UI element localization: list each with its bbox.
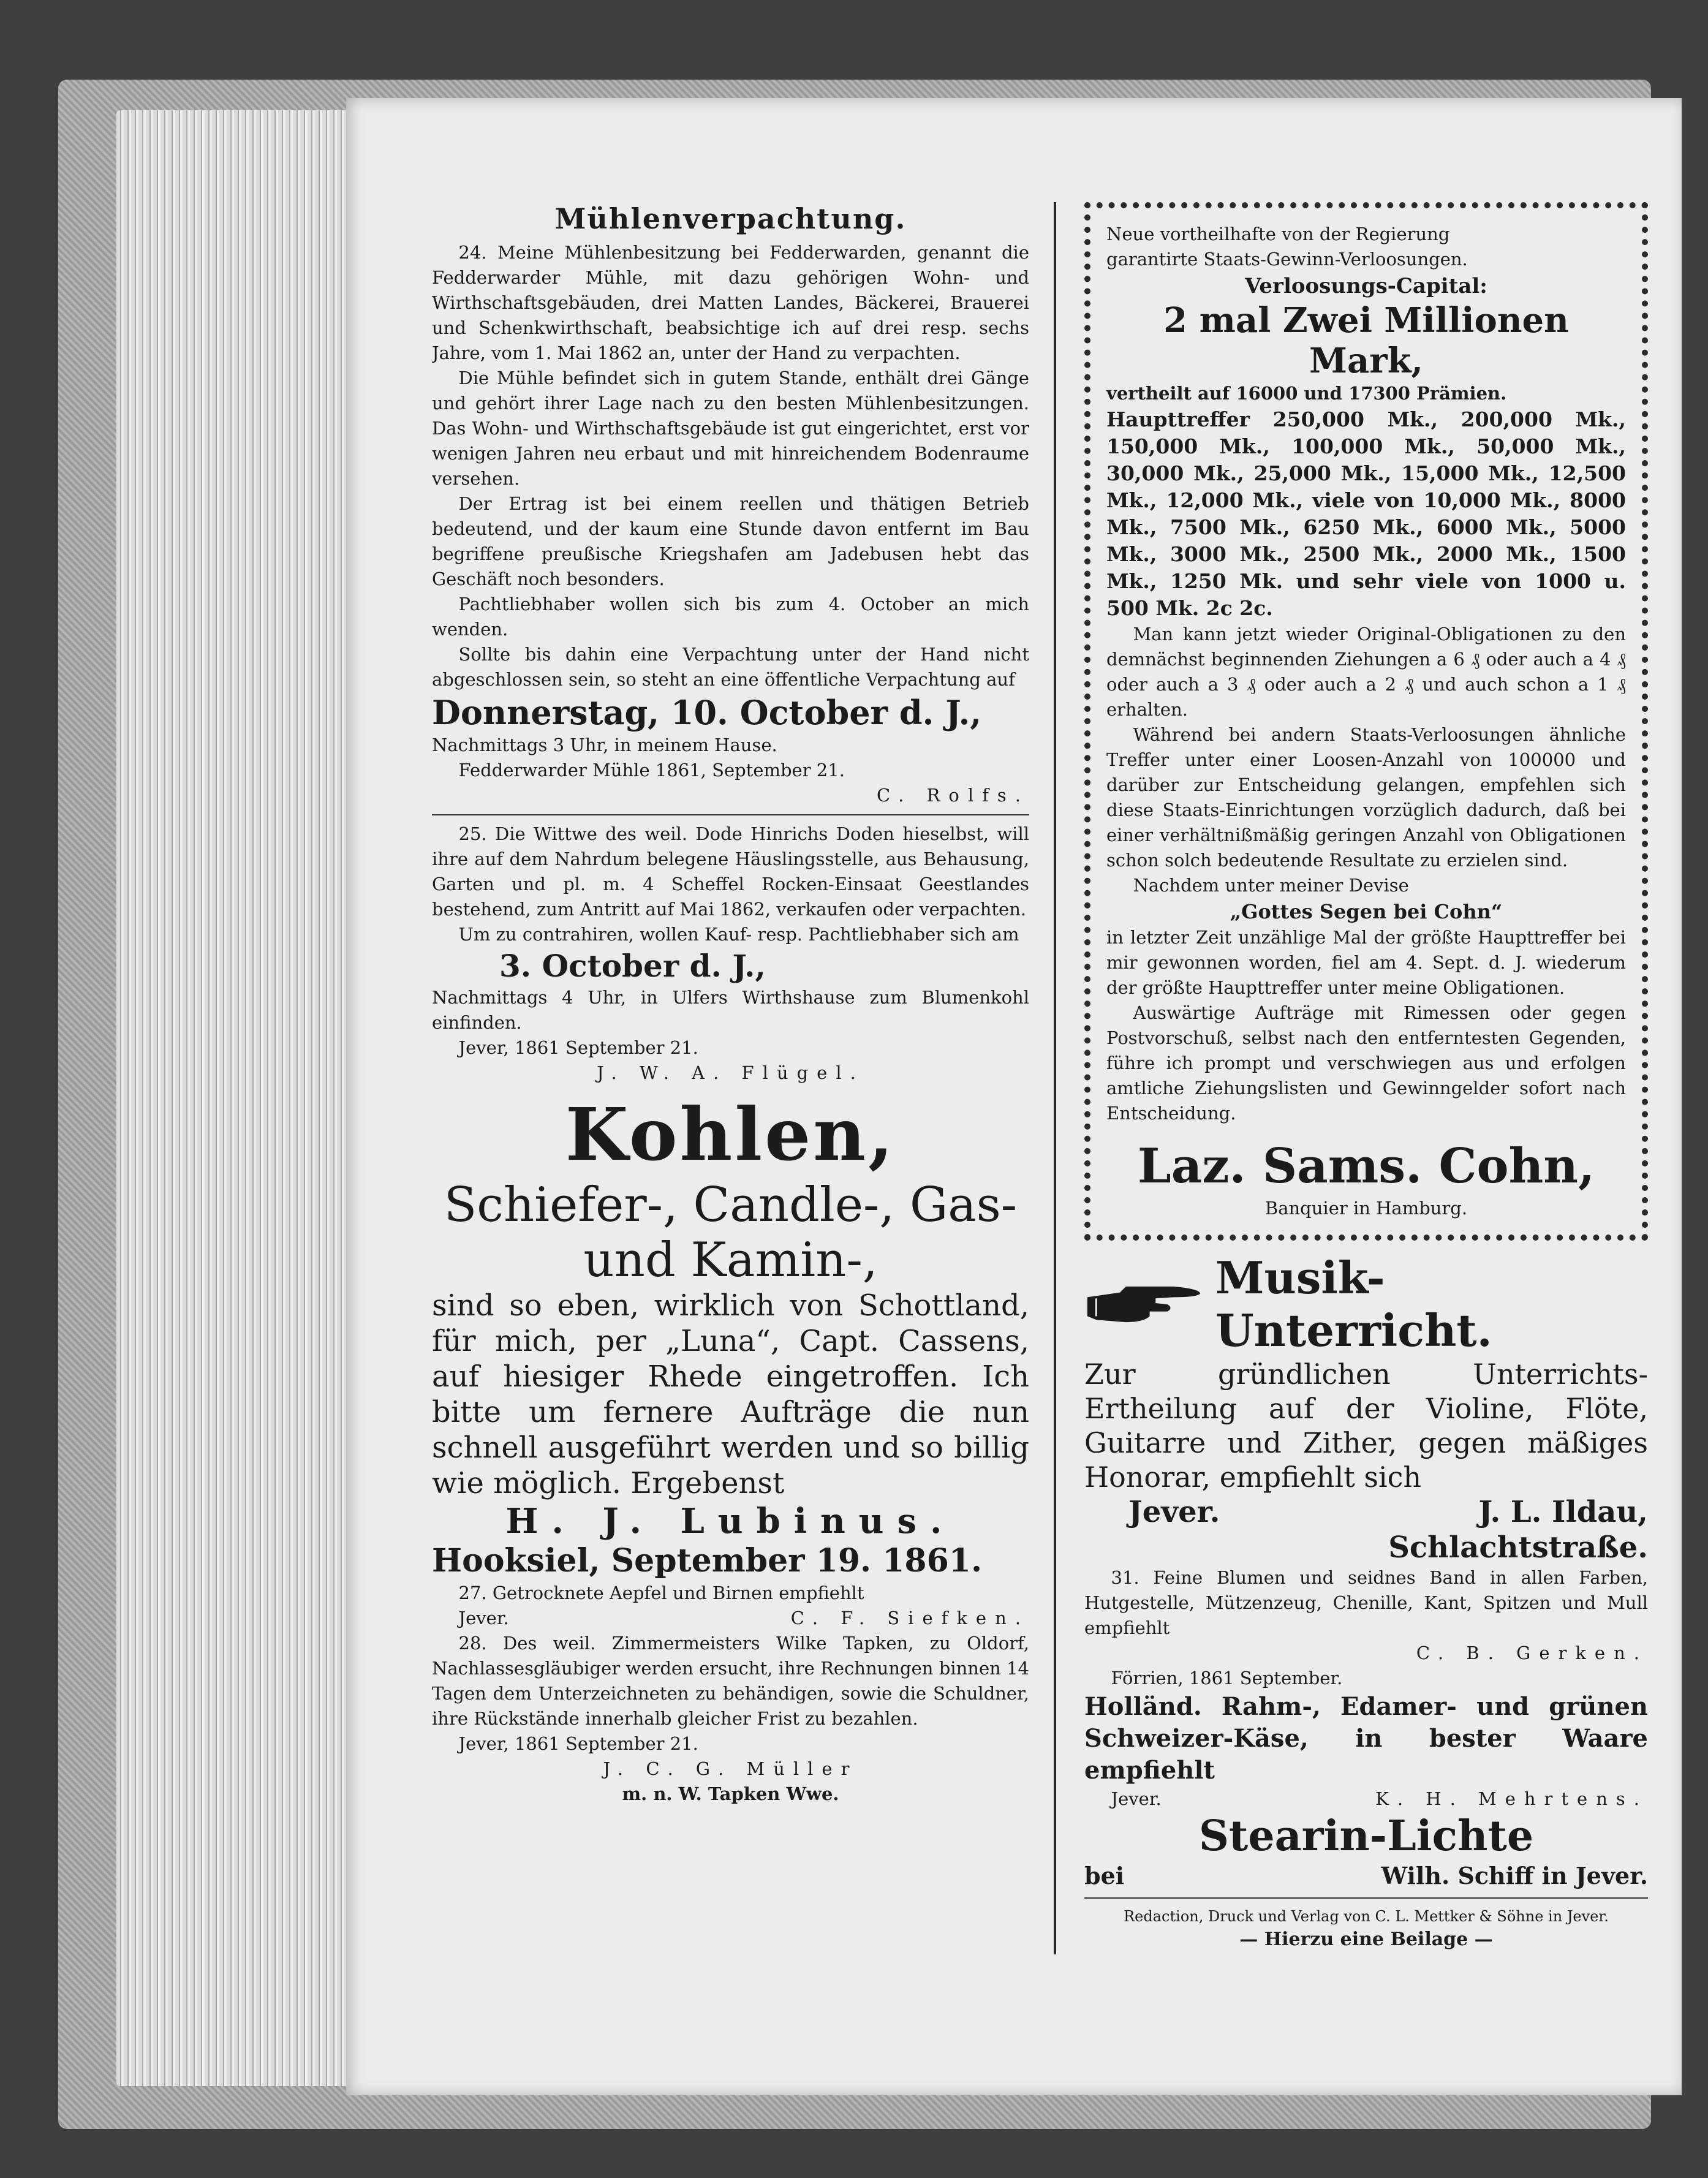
ad-muehlenverpachtung bbox=[432, 202, 1029, 808]
ad-text: bei bbox=[1084, 1862, 1125, 1889]
ad-paragraph: Man kann jetzt wieder Original-Obligationen zu den demnächst beginnenden Ziehungen a 6 ₰ oder auch a 4 ₰ oder auch a 3 ₰ oder auch a 2 ₰ und auch schon a 1 ₰ erhalten. bbox=[1106, 624, 1626, 720]
ad-doden bbox=[432, 822, 1029, 1086]
ad-intro: Neue vortheilhafte von der Regierung bbox=[1106, 224, 1450, 244]
ad-paragraph: 25. Die Wittwe des weil. Dode Hinrichs Doden hieselbst, will ihre auf dem Nahrdum belegene Häuslingsstelle, aus Behausung, Garten und pl. m. 4 Scheffel Rocken-Einsaat Geestlandes bestehend, zum Antritt auf Mai 1862, verkaufen oder verpachten. bbox=[432, 823, 1029, 920]
ad-signature: K. H. Mehrtens. bbox=[1375, 1788, 1648, 1809]
ad-paragraph: Auswärtige Aufträge mit Rimessen oder gegen Postvorschuß, selbst nach den entferntesten Gegenden, führe ich prompt und verschwiegen aus und erfolgen amtliche Ziehungslisten und Gewinngelder sofort nach Entscheidung. bbox=[1106, 1002, 1626, 1124]
ad-place: Jever. bbox=[1128, 1495, 1220, 1529]
ad-body: sind so eben, wirklich von Schottland, für mich, per „Luna“, Capt. Cassens, auf hiesiger Rhede eingetroffen. Ich bitte um fernere Aufträge die nun schnell ausgeführt werden und so billig wie möglich. Ergebenst bbox=[432, 1288, 1029, 1500]
page-edges bbox=[116, 110, 355, 2086]
ad-paragraph: Um zu contrahiren, wollen Kauf- resp. Pachtliebhaber sich am bbox=[458, 924, 1019, 945]
ad-signature: H. J. Lubinus. bbox=[505, 1501, 956, 1541]
ad-paragraph: Der Ertrag ist bei einem reellen und thätigen Betrieb bedeutend, und der kaum eine Stunde davon entfernt im Bau begriffene preußische Kriegshafen am Jadebusen hebt das Geschäft noch besonders. bbox=[432, 493, 1029, 589]
ad-amount: 2 mal Zwei Millionen Mark, bbox=[1163, 300, 1569, 381]
ad-signature: J. C. G. Müller bbox=[603, 1758, 858, 1779]
ad-signature: C. Rolfs. bbox=[877, 785, 1029, 806]
supplement-note: — Hierzu eine Beilage — bbox=[1239, 1929, 1493, 1950]
ad-blumen bbox=[1084, 1565, 1648, 1691]
ad-paragraph: Nachmittags 4 Uhr, in Ulfers Wirthshause zum Blumenkohl einfinden. bbox=[432, 987, 1029, 1033]
ad-signature: J. L. Ildau, bbox=[1478, 1495, 1648, 1529]
ad-capital: Verloosungs-Capital: bbox=[1245, 274, 1487, 298]
ad-title: Stearin-Lichte bbox=[1198, 1812, 1534, 1861]
divider-rule bbox=[432, 814, 1029, 815]
ad-signature: C. B. Gerken. bbox=[1416, 1643, 1648, 1663]
ad-signature: J. W. A. Flügel. bbox=[597, 1062, 864, 1083]
ad-kaese bbox=[1084, 1691, 1648, 1812]
ad-title: Kohlen, bbox=[565, 1092, 896, 1177]
ad-lottery-box bbox=[1084, 202, 1648, 1241]
ad-place: Jever, 1861 September 21. bbox=[458, 1733, 698, 1754]
ad-intro: garantirte Staats-Gewinn-Verloosungen. bbox=[1106, 249, 1468, 270]
ad-paragraph: Die Mühle befindet sich in gutem Stande, enthält drei Gänge und gehört ihrer Lage nach zu den besten Mühlenbesitzungen. Das Wohn- und Wirthschaftsgebäude ist gut eingerichtet, erst vor wenigen Jahren neu erbaut und mit hinreichendem Bodenraume versehen. bbox=[432, 368, 1029, 489]
ad-date: Donnerstag, 10. October d. J., bbox=[432, 693, 982, 732]
ad-street: Schlachtstraße. bbox=[1388, 1530, 1648, 1565]
ad-paragraph: 24. Meine Mühlenbesitzung bei Fedderwarden, genannt die Fedderwarder Mühle, mit dazu gehörigen Wohn- und Wirthschaftsgebäuden, drei Matten Landes, Bäckerei, Brauerei und Schenkwirthschaft, beabsichtige ich auf drei resp. sechs Jahre, vom 1. Mai 1862 an, unter der Hand zu verpachten. bbox=[432, 242, 1029, 363]
ad-place: Hooksiel, September 19. 1861. bbox=[432, 1542, 983, 1579]
ad-subtitle: und Kamin-, bbox=[583, 1233, 878, 1288]
right-column bbox=[1084, 202, 1648, 2071]
ad-prize-list: Haupttreffer 250,000 Mk., 200,000 Mk., 150,000 Mk., 100,000 Mk., 50,000 Mk., 30,000 Mk., 25,000 Mk., 15,000 Mk., 12,500 Mk., 12,000 Mk., viele von 10,000 Mk., 8000 Mk., 7500 Mk., 6250 Mk., 6000 Mk., 5000 Mk., 3000 Mk., 2500 Mk., 2000 Mk., 1500 Mk., 1250 Mk. und sehr viele von 1000 u. 500 Mk. 2c 2c. bbox=[1106, 407, 1626, 620]
ad-signature: m. n. W. Tapken Wwe. bbox=[622, 1783, 839, 1804]
ad-title: Musik-Unterricht. bbox=[1215, 1252, 1492, 1356]
ad-paragraph: Pachtliebhaber wollen sich bis zum 4. October an mich wenden. bbox=[432, 594, 1029, 640]
ad-body: Zur gründlichen Unterrichts-Ertheilung auf der Violine, Flöte, Guitarre und Zither, gegen mäßiges Honorar, empfiehlt sich bbox=[1084, 1358, 1648, 1494]
ad-paragraph: Während bei andern Staats-Verloosungen ähnliche Treffer unter einer Loosen-Anzahl von 100000 und darüber zur Entscheidung gelangen, empfehlen sich diese Staats-Einrichtungen vorzüglich dadurch, daß bei einer verhältnißmäßig geringen Anzahl von Obligationen schon solch bedeutende Resultate zu erzielen sind. bbox=[1106, 724, 1626, 871]
ad-date: 3. October d. J., bbox=[499, 948, 766, 984]
ad-stearin bbox=[1084, 1812, 1648, 1891]
ad-aepfel bbox=[432, 1581, 1029, 1631]
ad-paragraph: 28. Des weil. Zimmermeisters Wilke Tapken, zu Oldorf, Nachlassesgläubiger werden ersucht, ihre Rechnungen binnen 14 Tagen dem Unterzeichneten zu behändigen, sowie die Schuldner, ihre Rückstände innerhalb gleicher Frist zu bezahlen. bbox=[432, 1633, 1029, 1729]
divider-rule bbox=[1084, 1897, 1648, 1899]
ad-place: Jever. bbox=[458, 1608, 509, 1628]
ad-paragraph: Holländ. Rahm-, Edamer- und grünen Schweizer-Käse, in bester Waare empfiehlt bbox=[1084, 1692, 1648, 1785]
ad-place: Fedderwarder Mühle 1861, September 21. bbox=[458, 760, 845, 781]
ad-paragraph: 27. Getrocknete Aepfel und Birnen empfiehlt bbox=[458, 1582, 864, 1603]
ad-time: Nachmittags 3 Uhr, in meinem Hause. bbox=[432, 735, 777, 755]
ad-place: Förrien, 1861 September. bbox=[1111, 1668, 1343, 1688]
ad-subtitle: Schiefer-, Candle-, Gas- bbox=[444, 1178, 1018, 1233]
ad-paragraph: Sollte bis dahin eine Verpachtung unter der Hand nicht abgeschlossen sein, so steht an eine öffentliche Verpachtung auf bbox=[432, 644, 1029, 690]
ad-banker-name: Laz. Sams. Cohn, bbox=[1137, 1138, 1595, 1194]
ad-signature: Wilh. Schiff in Jever. bbox=[1381, 1862, 1648, 1889]
ad-musik bbox=[1084, 1252, 1648, 1565]
ad-place: Jever. bbox=[1111, 1788, 1162, 1809]
ad-motto: „Gottes Segen bei Cohn“ bbox=[1230, 900, 1503, 923]
pointing-hand-icon bbox=[1084, 1280, 1203, 1329]
ad-signature: C. F. Siefken. bbox=[790, 1608, 1029, 1628]
ad-tapken bbox=[432, 1631, 1029, 1807]
ad-paragraph: Nachdem unter meiner Devise bbox=[1133, 875, 1409, 896]
ad-paragraph: 31. Feine Blumen und seidnes Band in allen Farben, Hutgestelle, Mützenzeug, Chenille, Kant, Spitzen und Mull empfiehlt bbox=[1084, 1567, 1648, 1638]
column-divider bbox=[1054, 202, 1056, 1954]
imprint: Redaction, Druck und Verlag von C. L. Mettker & Söhne in Jever. bbox=[1124, 1908, 1609, 1925]
ad-title: Mühlenverpachtung. bbox=[554, 202, 907, 235]
ad-distribution: vertheilt auf 16000 und 17300 Prämien. bbox=[1106, 383, 1507, 404]
ad-banker-city: Banquier in Hamburg. bbox=[1264, 1198, 1468, 1219]
ad-paragraph: in letzter Zeit unzählige Mal der größte Haupttreffer bei mir gewonnen worden, fiel am 4. Sept. d. J. wiederum der größte Haupttreffer unter meine Obligationen. bbox=[1106, 927, 1626, 998]
ad-kohlen bbox=[432, 1092, 1029, 1581]
left-column bbox=[432, 202, 1029, 2071]
ad-place: Jever, 1861 September 21. bbox=[458, 1037, 698, 1058]
